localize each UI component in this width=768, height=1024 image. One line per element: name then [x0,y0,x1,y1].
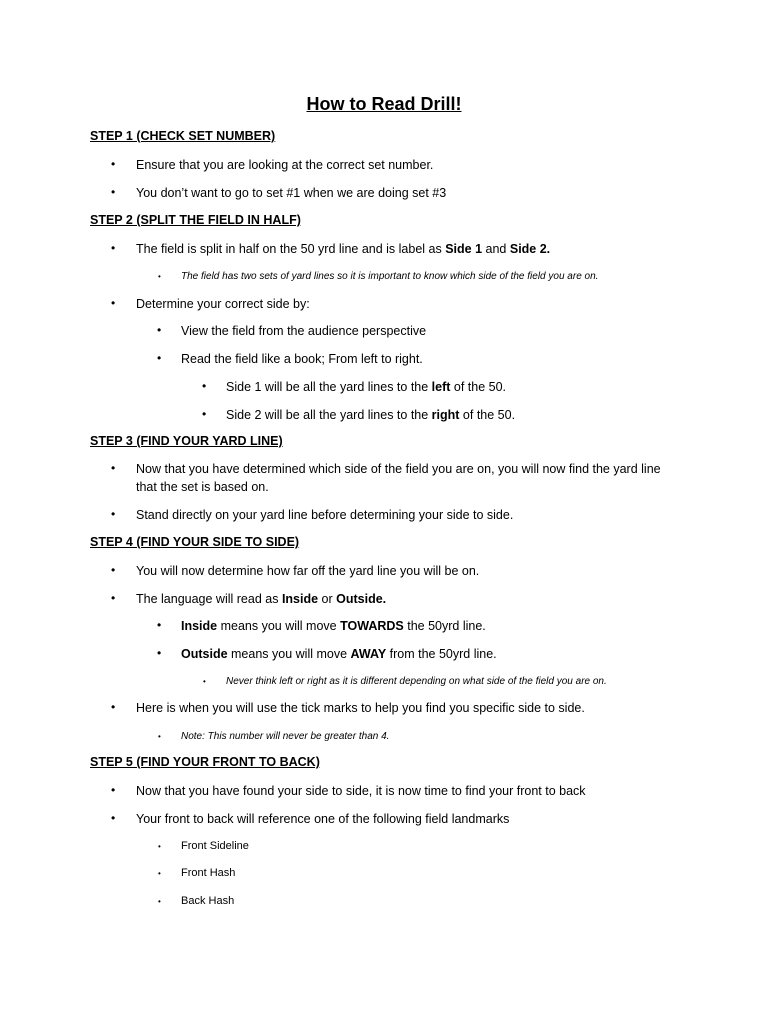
step2-heading: STEP 2 (SPLIT THE FIELD IN HALF) [90,213,301,227]
landmark-item: Front Hash [181,867,236,879]
step1-bullet-2: You don’t want to go to set #1 when we are doing set #3 [136,186,447,200]
bullet-icon: • [202,379,207,393]
bullet-icon: • [111,185,116,199]
step5-heading: STEP 5 (FIND YOUR FRONT TO BACK) [90,755,320,769]
bullet-icon: • [111,563,116,577]
step4-inside-line: Inside means you will move TOWARDS the 50yrd line. [181,619,486,633]
bullet-icon: • [158,869,161,878]
step2-side2-line: Side 2 will be all the yard lines to the right of the 50. [226,408,516,422]
step4-outside-line: Outside means you will move AWAY from the 50yrd line. [181,647,497,661]
bullet-icon: • [157,323,162,337]
step2-bullet-1: The field is split in half on the 50 yrd line and is label as Side 1 and Side 2. [136,242,551,256]
step2-note: The field has two sets of yard lines so it is important to know which side of the field you are on. [181,271,599,282]
bullet-icon: • [157,646,162,660]
bullet-icon: • [111,296,116,310]
step2-sub-1: View the field from the audience perspective [181,324,427,338]
bullet-icon: • [111,507,116,521]
bullet-icon: • [111,811,116,825]
step2-bullet-2: Determine your correct side by: [136,297,310,311]
step4-bullet-2: The language will read as Inside or Outside. [136,592,387,606]
step2-sub-2: Read the field like a book; From left to right. [181,352,423,366]
bullet-icon: • [111,591,116,605]
bullet-icon: • [158,732,161,741]
document-title: How to Read Drill! [306,94,462,114]
step3-heading: STEP 3 (FIND YOUR YARD LINE) [90,434,283,448]
landmark-item: Back Hash [181,895,235,907]
step1-heading: STEP 1 (CHECK SET NUMBER) [90,129,276,143]
step4-heading: STEP 4 (FIND YOUR SIDE TO SIDE) [90,535,300,549]
bullet-icon: • [111,461,116,475]
bullet-icon: • [158,842,161,851]
bullet-icon: • [203,677,206,686]
step3-bullet-1-line-2: that the set is based on. [136,480,269,494]
step5-bullet-1: Now that you have found your side to side, it is now time to find your front to back [136,784,586,798]
step2-side1-line: Side 1 will be all the yard lines to the left of the 50. [226,380,507,394]
landmark-item: Front Sideline [181,840,249,852]
bullet-icon: • [111,783,116,797]
step4-note-1: Never think left or right as it is different depending on what side of the field you are on. [226,676,607,687]
bullet-icon: • [111,241,116,255]
step4-bullet-3: Here is when you will use the tick marks to help you find you specific side to side. [136,701,585,715]
bullet-icon: • [158,272,161,281]
step1-bullet-1: Ensure that you are looking at the correct set number. [136,158,434,172]
bullet-icon: • [111,157,116,171]
step4-note-2: Note: This number will never be greater than 4. [181,731,390,742]
step3-bullet-2: Stand directly on your yard line before determining your side to side. [136,508,514,522]
step4-bullet-1: You will now determine how far off the yard line you will be on. [136,564,480,578]
bullet-icon: • [157,351,162,365]
step5-bullet-2: Your front to back will reference one of the following field landmarks [136,812,510,826]
bullet-icon: • [158,897,161,906]
bullet-icon: • [157,618,162,632]
bullet-icon: • [111,700,116,714]
bullet-icon: • [202,407,207,421]
step3-bullet-1-line-1: Now that you have determined which side of the field you are on, you will now find the yard line [136,462,661,476]
